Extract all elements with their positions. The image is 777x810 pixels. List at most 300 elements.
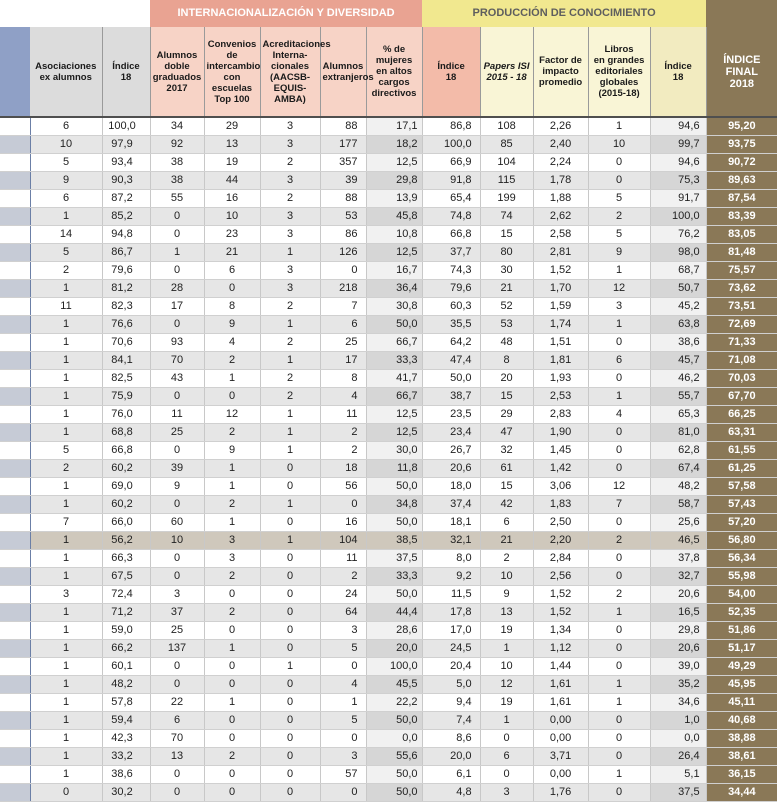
final-index-cell: 81,48 [706, 244, 777, 262]
table-cell: 0 [260, 712, 320, 730]
table-cell: 2,56 [533, 568, 588, 586]
table-cell: 23,5 [422, 406, 480, 424]
table-cell: 1 [30, 208, 102, 226]
column-header-line: impacto [542, 66, 579, 77]
table-cell: 2 [588, 208, 650, 226]
table-cell: 1 [480, 640, 533, 658]
table-cell: 0 [260, 550, 320, 568]
table-cell: 47,4 [422, 352, 480, 370]
table-cell: 6 [480, 748, 533, 766]
table-cell: 67,4 [650, 460, 706, 478]
table-cell: 3 [260, 172, 320, 190]
table-cell: 11 [150, 406, 204, 424]
table-cell: 2,50 [533, 514, 588, 532]
table-cell: 2,81 [533, 244, 588, 262]
row-band-cell [0, 712, 30, 730]
table-cell: 37,5 [650, 784, 706, 802]
table-row [0, 370, 777, 388]
final-index-cell: 66,25 [706, 406, 777, 424]
table-cell: 1,83 [533, 496, 588, 514]
table-cell: 4,8 [422, 784, 480, 802]
column-header-line: Interna- [272, 49, 308, 61]
column-header-3 [150, 27, 204, 117]
table-cell: 64,2 [422, 334, 480, 352]
table-cell: 0 [260, 514, 320, 532]
table-cell: 0 [150, 766, 204, 784]
final-index-cell: 71,33 [706, 334, 777, 352]
row-band-cell [0, 586, 30, 604]
table-cell: 2,58 [533, 226, 588, 244]
table-cell: 30 [480, 262, 533, 280]
table-cell: 0 [588, 370, 650, 388]
table-row [0, 568, 777, 586]
table-cell: 60 [150, 514, 204, 532]
table-cell: 85,2 [102, 208, 150, 226]
table-cell: 3 [260, 136, 320, 154]
table-cell: 0,00 [533, 766, 588, 784]
table-cell: 12 [588, 280, 650, 298]
table-cell: 2 [320, 424, 366, 442]
column-header-row [0, 27, 777, 117]
table-cell: 1 [204, 694, 260, 712]
table-cell: 66,8 [102, 442, 150, 460]
table-cell: 17 [320, 352, 366, 370]
final-index-cell: 61,55 [706, 442, 777, 460]
table-row [0, 334, 777, 352]
table-cell: 0 [260, 766, 320, 784]
final-index-cell: 73,51 [706, 298, 777, 316]
final-index-cell: 45,95 [706, 676, 777, 694]
table-cell: 8 [320, 370, 366, 388]
table-cell: 7 [588, 496, 650, 514]
table-cell: 55,6 [366, 748, 422, 766]
final-index-cell: 36,15 [706, 766, 777, 784]
table-cell: 84,1 [102, 352, 150, 370]
table-cell: 3 [30, 586, 102, 604]
table-cell: 76,2 [650, 226, 706, 244]
section-band-row [0, 0, 777, 27]
table-cell: 56,2 [102, 532, 150, 550]
table-row [0, 117, 777, 136]
table-row [0, 730, 777, 748]
table-row [0, 208, 777, 226]
table-cell: 66,0 [102, 514, 150, 532]
column-header-1 [30, 27, 102, 117]
row-band-cell [0, 208, 30, 226]
table-cell: 66,2 [102, 640, 150, 658]
table-cell: 9 [30, 172, 102, 190]
table-cell: 23,4 [422, 424, 480, 442]
table-cell: 18,1 [422, 514, 480, 532]
table-cell: 19 [204, 154, 260, 172]
row-band-cell [0, 352, 30, 370]
table-cell: 38 [150, 172, 204, 190]
final-index-cell: 83,39 [706, 208, 777, 226]
table-cell: 0 [204, 388, 260, 406]
table-cell: 18,0 [422, 478, 480, 496]
table-cell: 3 [480, 784, 533, 802]
table-cell: 12 [204, 406, 260, 424]
row-band-cell [0, 442, 30, 460]
table-cell: 1,81 [533, 352, 588, 370]
table-cell: 0 [480, 730, 533, 748]
column-header-line: con escuelas [211, 71, 253, 94]
table-cell: 42 [480, 496, 533, 514]
table-cell: 61 [480, 460, 533, 478]
table-cell: 22,2 [366, 694, 422, 712]
table-cell: 12 [480, 676, 533, 694]
table-cell: 9 [480, 586, 533, 604]
table-cell: 0,0 [650, 730, 706, 748]
row-band-cell [0, 226, 30, 244]
table-cell: 3 [320, 748, 366, 766]
final-index-cell: 93,75 [706, 136, 777, 154]
table-cell: 0 [260, 784, 320, 802]
final-index-cell: 73,62 [706, 280, 777, 298]
table-cell: 6 [480, 514, 533, 532]
final-index-cell: 55,98 [706, 568, 777, 586]
column-header-line: FINAL [725, 65, 759, 78]
table-cell: 12,5 [366, 406, 422, 424]
table-cell: 0 [588, 442, 650, 460]
final-index-cell: 56,34 [706, 550, 777, 568]
table-cell: 81,0 [650, 424, 706, 442]
table-cell: 2,20 [533, 532, 588, 550]
table-cell: 2,40 [533, 136, 588, 154]
table-cell: 25 [150, 622, 204, 640]
table-cell: 0 [150, 262, 204, 280]
table-cell: 0 [588, 712, 650, 730]
table-cell: 1 [260, 496, 320, 514]
table-cell: 0 [204, 280, 260, 298]
table-cell: 35,2 [650, 676, 706, 694]
column-header-line: directivos [371, 88, 417, 99]
column-header-7 [366, 27, 422, 117]
column-header-line: 18 [120, 71, 132, 83]
table-cell: 5 [30, 154, 102, 172]
table-cell: 5 [320, 712, 366, 730]
table-cell: 37,4 [422, 496, 480, 514]
table-cell: 0 [260, 676, 320, 694]
table-cell: 0 [588, 622, 650, 640]
column-header-line: intercambio [206, 60, 261, 72]
table-cell: 2,53 [533, 388, 588, 406]
column-header-line: editoriales [595, 66, 643, 77]
table-cell: 0 [150, 316, 204, 334]
table-cell: 0,0 [366, 730, 422, 748]
table-cell: 26,4 [650, 748, 706, 766]
table-cell: 1,74 [533, 316, 588, 334]
table-cell: 2 [204, 748, 260, 766]
table-cell: 70,6 [102, 334, 150, 352]
table-cell: 34,6 [650, 694, 706, 712]
table-cell: 43 [150, 370, 204, 388]
table-cell: 3 [260, 208, 320, 226]
table-row [0, 640, 777, 658]
row-band-cell [0, 406, 30, 424]
table-cell: 32 [480, 442, 533, 460]
table-cell: 2 [204, 424, 260, 442]
table-cell: 1 [588, 262, 650, 280]
final-index-cell: 63,31 [706, 424, 777, 442]
table-cell: 57,8 [102, 694, 150, 712]
table-cell: 108 [480, 117, 533, 136]
table-cell: 11 [320, 406, 366, 424]
table-cell: 2 [260, 154, 320, 172]
table-cell: 104 [480, 154, 533, 172]
table-cell: 75,9 [102, 388, 150, 406]
table-cell: 25 [150, 424, 204, 442]
table-cell: 4 [320, 676, 366, 694]
table-cell: 1 [30, 604, 102, 622]
row-band-cell [0, 568, 30, 586]
column-header-line: doble [164, 60, 190, 72]
table-row [0, 694, 777, 712]
table-cell: 2 [260, 388, 320, 406]
table-cell: 0 [260, 748, 320, 766]
table-cell: 1 [30, 640, 102, 658]
table-cell: 1 [204, 478, 260, 496]
table-cell: 1 [260, 442, 320, 460]
row-band-cell [0, 117, 30, 136]
column-header-line: Índice [112, 60, 140, 72]
final-index-cell: 57,20 [706, 514, 777, 532]
table-row [0, 766, 777, 784]
column-header-12 [650, 27, 706, 117]
table-cell: 1,90 [533, 424, 588, 442]
table-cell: 1 [204, 640, 260, 658]
table-cell: 45,8 [366, 208, 422, 226]
table-cell: 3 [260, 280, 320, 298]
table-cell: 24,5 [422, 640, 480, 658]
table-cell: 12,5 [366, 154, 422, 172]
table-cell: 20,6 [422, 460, 480, 478]
row-band-cell [0, 514, 30, 532]
final-index-cell: 83,05 [706, 226, 777, 244]
table-cell: 18,2 [366, 136, 422, 154]
row-band-cell [0, 658, 30, 676]
table-cell: 60,3 [422, 298, 480, 316]
table-cell: 9 [204, 442, 260, 460]
table-cell: 0 [320, 496, 366, 514]
table-cell: 0 [320, 658, 366, 676]
table-cell: 7 [320, 298, 366, 316]
table-cell: 1 [30, 694, 102, 712]
table-cell: 2 [260, 298, 320, 316]
row-band-cell [0, 550, 30, 568]
row-band-cell [0, 424, 30, 442]
table-cell: 22 [150, 694, 204, 712]
table-cell: 0 [150, 208, 204, 226]
table-cell: 0 [588, 514, 650, 532]
table-cell: 1 [260, 352, 320, 370]
table-cell: 92 [150, 136, 204, 154]
table-cell: 72,4 [102, 586, 150, 604]
table-cell: 1 [30, 280, 102, 298]
table-cell: 3 [204, 532, 260, 550]
table-cell: 199 [480, 190, 533, 208]
table-cell: 12,5 [366, 244, 422, 262]
table-row [0, 532, 777, 550]
column-header-line: Factor de [539, 55, 582, 66]
table-cell: 38,5 [366, 532, 422, 550]
table-cell: 0 [260, 568, 320, 586]
table-row [0, 406, 777, 424]
table-cell: 88 [320, 117, 366, 136]
table-cell: 17 [150, 298, 204, 316]
column-header-line: de [226, 49, 238, 61]
table-cell: 7,4 [422, 712, 480, 730]
table-row [0, 712, 777, 730]
row-band-cell [0, 154, 30, 172]
table-cell: 9 [150, 478, 204, 496]
table-cell: 46,2 [650, 370, 706, 388]
table-cell: 76,6 [102, 316, 150, 334]
final-index-cell: 51,86 [706, 622, 777, 640]
table-cell: 1 [30, 658, 102, 676]
table-cell: 1 [30, 424, 102, 442]
table-cell: 6 [588, 352, 650, 370]
table-cell: 12 [588, 478, 650, 496]
table-cell: 1 [260, 244, 320, 262]
table-cell: 33,3 [366, 568, 422, 586]
table-cell: 46,5 [650, 532, 706, 550]
table-cell: 6 [30, 190, 102, 208]
table-cell: 0 [260, 586, 320, 604]
table-cell: 29,8 [366, 172, 422, 190]
column-header-line: Top 100 [214, 93, 250, 105]
table-cell: 2,26 [533, 117, 588, 136]
table-cell: 0 [588, 334, 650, 352]
table-cell: 91,7 [650, 190, 706, 208]
table-cell: 50,0 [422, 370, 480, 388]
table-cell: 55,7 [650, 388, 706, 406]
table-cell: 1 [30, 370, 102, 388]
table-row [0, 172, 777, 190]
column-header-line: Libros [604, 44, 634, 55]
column-header-13 [706, 27, 777, 117]
table-cell: 37 [150, 604, 204, 622]
final-index-cell: 51,17 [706, 640, 777, 658]
table-cell: 0 [588, 172, 650, 190]
table-cell: 2 [30, 460, 102, 478]
table-cell: 1 [588, 316, 650, 334]
table-cell: 2 [320, 568, 366, 586]
table-cell: 5 [30, 442, 102, 460]
table-cell: 86,8 [422, 117, 480, 136]
row-band-cell [0, 622, 30, 640]
table-cell: 66,7 [366, 388, 422, 406]
table-cell: 3,71 [533, 748, 588, 766]
column-header-line: globales [599, 77, 639, 88]
column-header-0 [0, 27, 30, 117]
table-cell: 218 [320, 280, 366, 298]
table-row [0, 514, 777, 532]
table-cell: 0 [204, 622, 260, 640]
table-cell: 21 [480, 532, 533, 550]
table-cell: 0 [150, 442, 204, 460]
final-index-cell: 34,44 [706, 784, 777, 802]
table-cell: 39 [320, 172, 366, 190]
final-index-cell: 72,69 [706, 316, 777, 334]
table-cell: 0 [204, 730, 260, 748]
table-cell: 3 [260, 117, 320, 136]
table-cell: 30,0 [366, 442, 422, 460]
table-cell: 45,5 [366, 676, 422, 694]
band-blank [102, 0, 150, 27]
table-cell: 1 [260, 532, 320, 550]
final-index-cell: 87,54 [706, 190, 777, 208]
table-cell: 115 [480, 172, 533, 190]
row-band-cell [0, 784, 30, 802]
table-cell: 1 [30, 496, 102, 514]
table-cell: 10 [204, 208, 260, 226]
row-band-cell [0, 604, 30, 622]
table-cell: 93,4 [102, 154, 150, 172]
table-cell: 4 [588, 406, 650, 424]
table-cell: 60,1 [102, 658, 150, 676]
row-band-cell [0, 316, 30, 334]
final-index-cell: 57,58 [706, 478, 777, 496]
table-cell: 0 [204, 676, 260, 694]
table-cell: 2 [204, 496, 260, 514]
table-row [0, 658, 777, 676]
table-row [0, 388, 777, 406]
table-cell: 66,8 [422, 226, 480, 244]
table-cell: 20,6 [650, 640, 706, 658]
table-cell: 0 [150, 568, 204, 586]
table-cell: 3 [150, 586, 204, 604]
table-cell: 1 [150, 244, 204, 262]
table-cell: 50,0 [366, 784, 422, 802]
table-cell: 1 [30, 676, 102, 694]
table-cell: 8,6 [422, 730, 480, 748]
table-cell: 0 [588, 640, 650, 658]
table-cell: 34,8 [366, 496, 422, 514]
table-cell: 68,7 [650, 262, 706, 280]
table-cell: 4 [320, 388, 366, 406]
table-cell: 29 [204, 117, 260, 136]
final-index-cell: 49,29 [706, 658, 777, 676]
table-cell: 0 [260, 622, 320, 640]
table-cell: 10 [480, 568, 533, 586]
row-band-cell [0, 460, 30, 478]
table-cell: 13 [150, 748, 204, 766]
table-cell: 0 [260, 640, 320, 658]
column-header-5 [260, 27, 331, 117]
table-cell: 2 [260, 190, 320, 208]
row-band-cell [0, 136, 30, 154]
row-band-cell [0, 676, 30, 694]
table-row [0, 190, 777, 208]
column-header-line: ÍNDICE [723, 53, 761, 66]
final-index-cell: 67,70 [706, 388, 777, 406]
table-cell: 3,06 [533, 478, 588, 496]
table-cell: 2,24 [533, 154, 588, 172]
table-cell: 1 [30, 730, 102, 748]
table-cell: 50,0 [366, 514, 422, 532]
table-cell: 88 [320, 190, 366, 208]
column-header-line: 2015 - 18 [486, 71, 527, 83]
table-cell: 82,3 [102, 298, 150, 316]
final-index-cell: 71,08 [706, 352, 777, 370]
table-cell: 5 [30, 244, 102, 262]
table-cell: 1 [260, 406, 320, 424]
table-cell: 3 [260, 226, 320, 244]
table-cell: 67,5 [102, 568, 150, 586]
table-cell: 1 [588, 604, 650, 622]
table-cell: 97,9 [102, 136, 150, 154]
